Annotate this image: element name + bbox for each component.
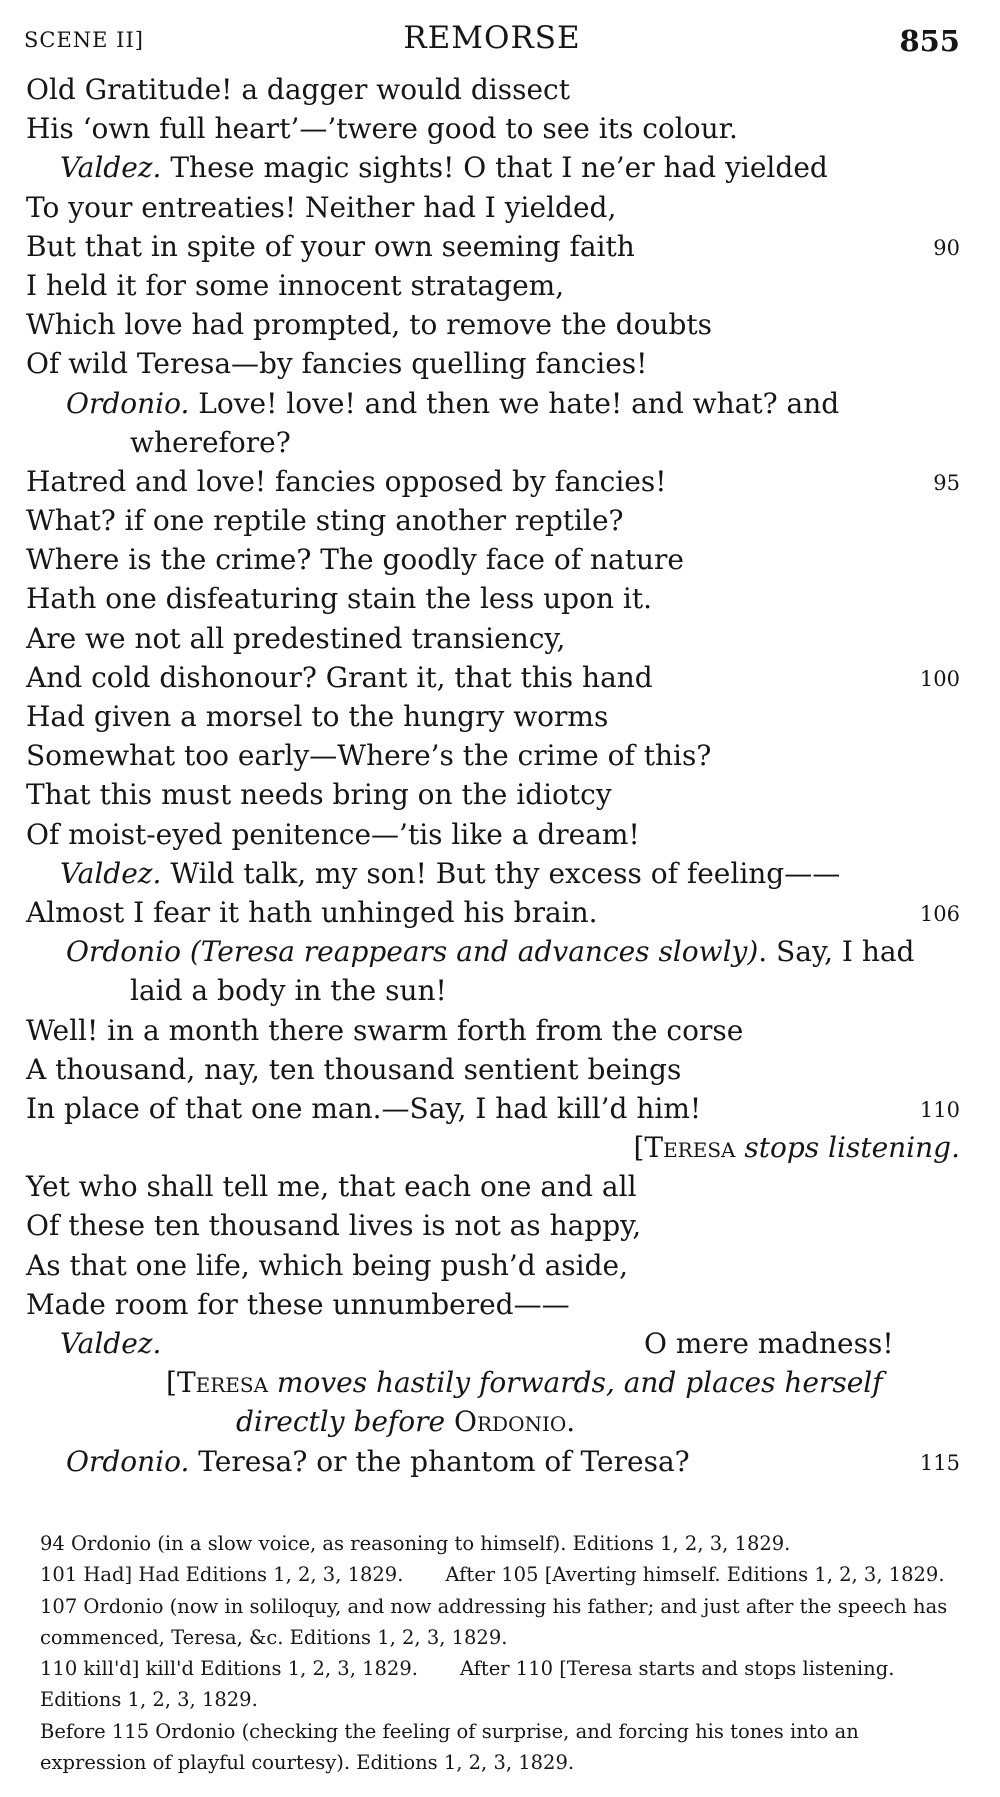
stage-direction-line: [Teresa stops listening. [633,1131,960,1165]
verse-line: A thousand, nay, ten thousand sentient beings [26,1052,682,1086]
verse-line: Made room for these unnumbered—— [26,1287,570,1321]
speaker-name: Valdez. [60,1327,162,1360]
verse-line: Hath one disfeaturing stain the less upon it. [26,582,652,616]
play-title: REMORSE [403,20,581,56]
verse-line: To your entreaties! Neither had I yielded, [26,190,617,224]
speech-line: Valdez. Wild talk, my son! But thy excess of feeling—— [60,856,841,890]
footnote-line [40,1591,960,1654]
footnotes [40,1528,960,1778]
verse-line: Yet who shall tell me, that each one and all [26,1170,637,1204]
verse-line: Which love had prompted, to remove the doubts [26,308,712,342]
verse-line: Are we not all predestined transiency, [26,621,566,655]
verse-line: Where is the crime? The goodly face of nature [26,543,684,577]
speech-line: Ordonio (Teresa reappears and advances slowly). Say, I had [66,935,915,969]
line-number: 115 [919,1450,960,1475]
verse-line: Of these ten thousand lives is not as happy, [26,1209,642,1243]
verse-line: I held it for some innocent stratagem, [26,268,565,302]
verse-line: But that in spite of your own seeming faith 90 [0,227,1000,266]
speech-line: Valdez. O mere madness! [60,1327,894,1360]
verse-line: Old Gratitude! a dagger would dissect [26,73,570,106]
verse-line: Hatred and love! fancies opposed by fancies! 95 [0,462,1000,501]
line-number: 110 [919,1097,960,1122]
verse-line: Had given a morsel to the hungry worms [26,700,609,733]
footnote-after-105: After 105 [Averting himself. Editions 1, 2, 3, 1829. [445,1563,945,1587]
stage-direction: (Teresa reappears and advances slowly) [189,935,759,969]
verse-line: That this must needs bring on the idiotcy [26,778,612,812]
speech-line: Ordonio. Teresa? or the phantom of Teresa? 115 [0,1442,1000,1481]
speaker-name: Ordonio. [66,1444,190,1478]
line-number: 100 [919,666,960,691]
verse-line: What? if one reptile sting another reptile? [26,504,624,538]
verse-line: Almost I fear it hath unhinged his brain. 106 [0,893,1000,932]
footnote-94: 94 Ordonio (in a slow voice, as reasoning to himself). Editions 1, 2, 3, 1829. [40,1532,791,1555]
footnote-line [40,1559,960,1590]
speaker-name: Ordonio [66,935,181,969]
footnote-after-110: After 110 [Teresa starts and stops listening. Editions 1, 2, 3, 1829. [40,1657,895,1712]
line-number: 95 [933,470,960,495]
verse-line: And cold dishonour? Grant it, that this hand 100 [0,658,1000,697]
verse-line: Of moist-eyed penitence—’tis like a dream! [26,817,640,851]
verse-line: His ‘own full heart’—’twere good to see its colour. [26,112,738,146]
footnote-107: 107 Ordonio (now in soliloquy, and now addressing his father; and just after the speech has commenced, Teresa, &c. Editions 1, 2, 3, 1829. [40,1594,948,1649]
footnote-before-115: Before 115 Ordonio (checking the feeling of surprise, and forcing his tones into an expression of playful courtesy). Editions 1, 2, 3, 1829. [40,1719,859,1775]
footnote-line [40,1716,960,1779]
scene-label: SCENE II] [24,28,144,52]
footnote-line [40,1528,960,1559]
verse-line-continuation: laid a body in the sun! [130,974,447,1008]
line-number: 90 [933,235,960,260]
speaker-name: Valdez. [60,151,162,185]
stage-direction-line: [Teresa moves hastily forwards, and places herself [166,1366,883,1400]
verse-line: Of wild Teresa—by fancies quelling fancies! [26,347,648,381]
footnote-101: 101 Had] Had Editions 1, 2, 3, 1829. [40,1563,404,1587]
verse-block [0,70,1000,1481]
verse-line: Well! in a month there swarm forth from the corse [26,1013,744,1047]
stage-character: Teresa [644,1131,736,1165]
footnote-line [40,1653,960,1716]
speaker-name: Ordonio. [66,386,190,420]
stage-character: Ordonio. [454,1405,576,1439]
stage-character: Teresa [176,1366,269,1400]
speaker-name: Valdez. [60,856,162,890]
running-head [24,14,960,64]
verse-line: In place of that one man.—Say, I had kill’d him! 110 [0,1089,1000,1128]
page-number: 855 [899,24,960,58]
stage-direction-line: directly before Ordonio. [236,1405,576,1439]
verse-line: Somewhat too early—Where’s the crime of this? [26,739,712,773]
verse-line: As that one life, which being push’d aside, [26,1248,628,1282]
line-number: 106 [919,901,960,926]
verse-line-continuation: wherefore? [130,425,291,459]
footnote-110: 110 kill'd] kill'd Editions 1, 2, 3, 1829. [40,1657,418,1681]
speech-line: Valdez. These magic sights! O that I ne’er had yielded [60,151,828,185]
speech-line: Ordonio. Love! love! and then we hate! and what? and [66,386,840,420]
